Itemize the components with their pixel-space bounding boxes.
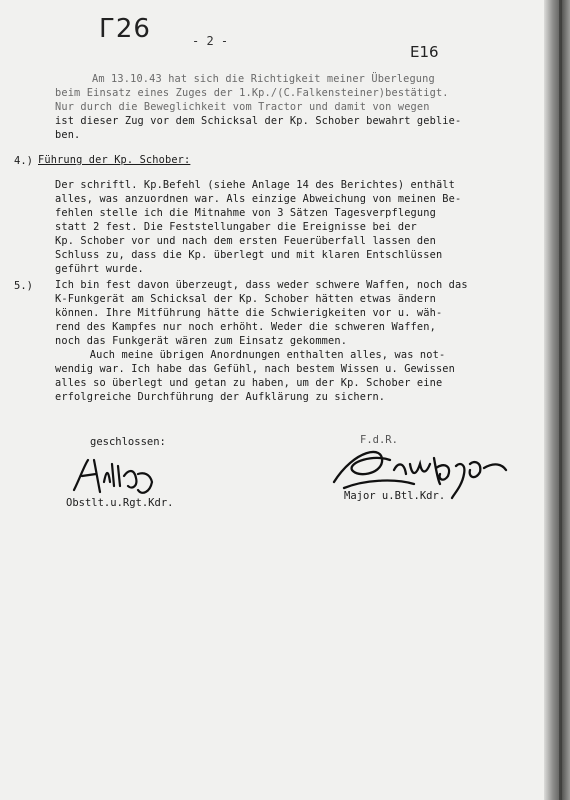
section-line: fehlen stelle ich die Mitnahme von 3 Sätzen Tagesverpflegung [55, 207, 436, 219]
section-number: 4.) [14, 155, 33, 167]
section-line: Auch meine übrigen Anordnungen enthalten alles, was not- [58, 349, 446, 361]
section-line: K-Funkgerät am Schicksal der Kp. Schober hätten etwas ändern [55, 293, 436, 305]
intro-line: Am 13.10.43 hat sich die Richtigkeit meiner Überlegung [92, 73, 435, 85]
reference-number: Г26 [99, 14, 151, 44]
section-line: noch das Funkgerät wären zum Einsatz gekommen. [55, 335, 348, 347]
section-line: Kp. Schober vor und nach dem ersten Feuerüberfall lassen den [55, 235, 436, 247]
intro-line: Nur durch die Beweglichkeit vom Tractor und damit von wegen [55, 101, 430, 113]
intro-line: ben. [55, 129, 81, 141]
scan-edge-shadow [544, 0, 570, 800]
side-reference: E16 [410, 43, 439, 61]
closing-left-label: geschlossen: [90, 436, 166, 448]
section-number: 5.) [14, 280, 33, 292]
scan-edge-line [559, 0, 562, 800]
section-line: geführt wurde. [55, 263, 144, 275]
section-line: können. Ihre Mitführung hätte die Schwierigkeiten vor u. wäh- [55, 307, 443, 319]
section-line: alles so überlegt und getan zu haben, um der Kp. Schober eine [55, 377, 443, 389]
intro-line: ist dieser Zug vor dem Schicksal der Kp. Schober bewahrt geblie- [55, 115, 462, 127]
section-line: erfolgreiche Durchführung der Aufklärung zu sichern. [55, 391, 386, 403]
section-line: wendig war. Ich habe das Gefühl, nach bestem Wissen u. Gewissen [55, 363, 456, 375]
left-signature [66, 452, 186, 502]
section-line: Schluss zu, dass die Kp. überlegt und mit klaren Entschlüssen [55, 249, 443, 261]
page-number: - 2 - [192, 34, 229, 48]
right-title: Major u.Btl.Kdr. [344, 490, 446, 502]
section-line: Ich bin fest davon überzeugt, dass weder schwere Waffen, noch das [55, 279, 468, 291]
section-line: Der schriftl. Kp.Befehl (siehe Anlage 14 des Berichtes) enthält [55, 179, 456, 191]
section-line: rend des Kampfes nur noch erhöht. Weder die schweren Waffen, [55, 321, 436, 333]
closing-right-label: F.d.R. [360, 434, 398, 446]
section-line: statt 2 fest. Die Feststellungaber die Ereignisse bei der [55, 221, 417, 233]
left-title: Obstlt.u.Rgt.Kdr. [66, 497, 174, 509]
section-heading-text: Führung der Kp. Schober: [38, 154, 191, 166]
intro-line: beim Einsatz eines Zuges der 1.Kp./(C.Falkensteiner)bestätigt. [55, 87, 449, 99]
section-line: alles, was anzuordnen war. Als einzige Abweichung von meinen Be- [55, 193, 462, 205]
section-heading [38, 155, 190, 165]
